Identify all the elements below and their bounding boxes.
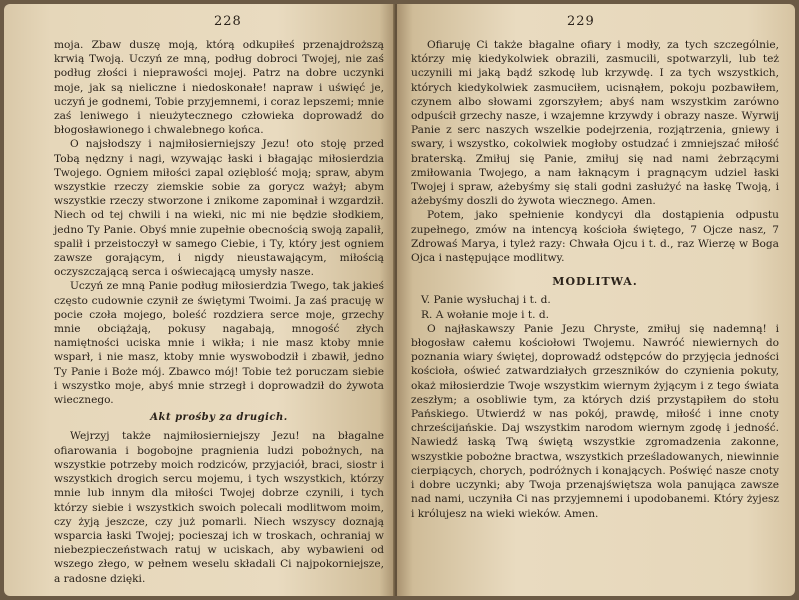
paragraph: Ofiaruję Ci także błagalne ofiary i modły, za tych szczególnie, którzy mię kiedykolwiek obrazili, zasmucili, spotwarzyli, lub też uczynili mi jaką bądź szkodę lub krzywdę. I za tych wszystkich, których kiedykolwiek zasmuciłem, ucisnąłem, pokoju pozbawiłem, czynem albo słowami zgorszyłem; abyś nam wszystkim zarówno odpuścił grzechy nasze, i wzajemne krzywdy i obrazy nasze. Wyrwij Panie z serc naszych wszelkie podejrzenia, rozjątrzenia, gniewy i swary, i wszystko, cokolwiek mogłoby ostudzać i zmniejszać miłość braterską. Zmiłuj się Panie, zmiłuj się nad nami żebrzącymi zmiłowania Twojego, a nam łaknącym i pragnącym udziel łaski Twojej i spraw, ażebyśmy się stali godni zasłużyć na łaskę Twoją, i ażebyśmy doszli do żywota wiecznego. Amen. (411, 39, 779, 208)
response: R. A wołanie moje i t. d. (421, 308, 550, 321)
versicle: V. Panie wysłuchaj i t. d. (421, 294, 551, 307)
left-page (4, 4, 395, 596)
page-number-left: 228 (214, 14, 242, 29)
paragraph: Wejrzyj także najmiłosierniejszy Jezu! na błagalne ofiarowania i bogobojne pragnienia ludzi pobożnych, na wszystkie potrzeby moich rodziców, przyjaciół, braci, siostr i wszystkich drogich sercu mojemu, i tych wszystkich, którzy mnie lub innym dla miłości Twojej dobrze czynili, i tych którzy siebie i wszystkich swoich polecali modlitwom moim, czy żyją jeszcze, czy już pomarli. Niech wszyscy doznają wsparcia łaski Twojej; pocieszaj ich w troskach, ochraniaj w niebezpieczeństwach ratuj w uciskach, aby wybawieni od wszego złego, w pełnem weselu składali Ci najpokorniejsze, a radosne dzięki. (54, 430, 384, 585)
paragraph: Potem, jako spełnienie kondycyi dla dostąpienia odpustu zupełnego, zmów na intencyą kościoła świętego, 7 Ojcze nasz, 7 Zdrowaś Marya, i tyleż razy: Chwała Ojcu i t. d., raz Wierzę w Boga Ojca i następujące modlitwy. (411, 209, 779, 265)
paragraph: Uczyń ze mną Panie podług miłosierdzia Twego, tak jakieś często cudownie czynił ze świętymi Twoimi. Ja zaś pracuję w pocie czoła mojego, boleść rozdziera serce moje, grzechy mnie obciążają, pokusy nagabają, mnogość złych namiętności uciska mnie i wikła; i nie masz ktoby mnie wsparł, i nie masz, ktoby mnie wyswobodził i zbawił, jedno Ty Panie i Boże mój. Zbawco mój! Tobie też poruczam siebie i wszystko moje, abyś mnie strzegł i doprowadził do żywota wiecznego. (54, 280, 384, 407)
paragraph: O najłaskawszy Panie Jezu Chryste, zmiłuj się nademną! i błogosław całemu kościołowi Twojemu. Nawróć niewiernych do poznania wiary świętej, doprowadź odstępców do przyjęcia jedności kościoła, oświeć zatwardziałych grzeszników do czynienia pokuty, okaż miłosierdzie Twoje wszystkim wiernym żyjącym i z tego świata zeszłym; a osobliwie tym, za których dziś przystąpiłem do stołu Pańskiego. Utwierdź w nas pokój, prawdę, miłość i inne cnoty chrześcijańskie. Daj wszystkim narodom wiernym zgodę i jedność. Nawiedź łaską Twą świętą wszystkie zgromadzenia zakonne, wszystkie pobożne bractwa, wszystkich prześladowanych, niewinnie cierpiących, chorych, podróżnych i konających. Poświęć nasze cnoty i dobre uczynki; aby Twoja przenajświętsza wola panująca zawsze nad nami, uczyniła Ci nas przyjemnemi i upodobanemi. Który żyjesz i królujesz na wieki wieków. Amen. (411, 322, 779, 520)
right-page (397, 4, 795, 596)
paragraph: O najsłodszy i najmiłosierniejszy Jezu! oto stoję przed Tobą nędzny i nagi, wzywając łaski i błagając miłosierdzia Twojego. Ogniem miłości zapal ozięblość moją; spraw, abym wszystkie rzeczy ziemskie sobie za gorycz ważył; abym wszystkie rzeczy stworzone i znikome zapominał i wzgardził. Niech od tej chwili i na wieki, nic mi nie będzie słodkiem, jedno Ty Panie. Obyś mnie zupełnie obecnością swoją zapalił, spalił i przeistoczył w samego Ciebie, i Ty, który jest ogniem zawsze gorającym, i nigdy nieustawającym, miłością oczyszczającą serca i oświecającą umysły nasze. (54, 138, 384, 279)
page-number-right: 229 (567, 14, 595, 29)
paragraph: moja. Zbaw duszę moją, którą odkupiłeś przenajdroższą krwią Twoją. Uczyń ze mną, podług dobroci Twojej, nie zaś podług złości i nieprawości mojej. Patrz na dobre uczynki moje, jak są nieliczne i niedoskonałe! napraw i uświęć je, uczyń je godnemi, Tobie przyjemnemi, i coraz lepszemi; mnie zaś leniwego i nieużytecznego człowieka doprowadź do błogosławionego i chwalebnego końca. (54, 39, 384, 137)
right-page-text (411, 38, 779, 521)
section-heading: Akt prośby za drugich. (150, 412, 288, 424)
left-page-text (54, 38, 384, 586)
section-heading: MODLITWA. (552, 275, 638, 289)
